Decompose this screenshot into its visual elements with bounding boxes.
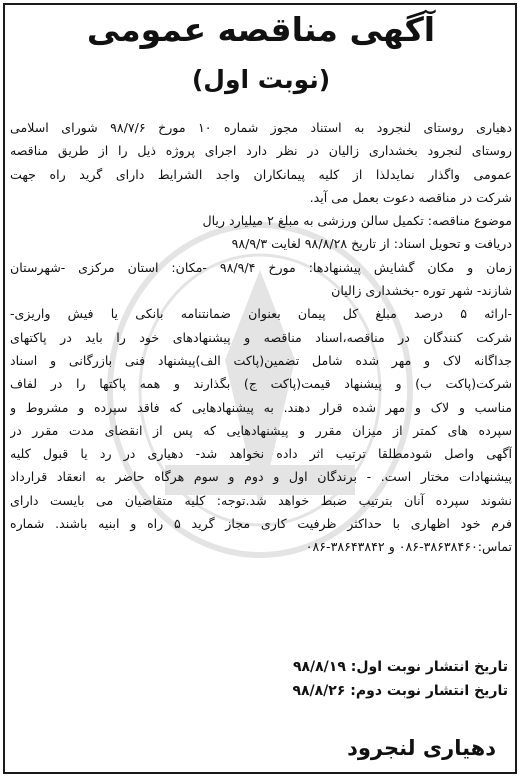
notice-body [10,116,512,559]
body-line: روستای لنجرود بخشداری زالیان در نظر دارد اجرای پروژه ذیل را از طریق مناقصه [10,143,512,159]
opening-time-place: زمان و مکان گشایش پیشنهادها: مورخ ۹۸/۹/۴ -مکان: استان مرکزی -شهرستان [10,259,512,275]
tender-subject: موضوع مناقصه: تکمیل سالن ورزشی به مبلغ ۲ میلیارد ریال [202,213,512,229]
second-publication-date: تاریخ انتشار نوبت دوم: ۹۸/۸/۲۶ [292,683,508,699]
contact-phones: تماس:۳۸۶۳۸۴۶۰-۰۸۶ و ۳۸۶۴۳۸۴۲-۰۸۶ [305,539,512,555]
notice-title: آگهی مناقصه عمومی [86,10,436,49]
issuer-signature: دهیاری لنجرود [347,736,496,760]
publication-dates [10,655,508,703]
body-line: پیشنهادات مختار است. - برندگان اول و دوم و سوم هرگاه حاضر به انعقاد قرارداد [10,469,512,485]
body-line: دهیاری روستای لنجرود به استناد مجوز شماره ۱۰ مورخ ۹۸/۷/۶ شورای اسلامی [10,120,512,135]
body-line: نشوند سپرده آنان بترتیب ضبط خواهد شد.توجه: کلیه متقاضیان می بایست دارای [10,492,512,508]
notice-subtitle: (نوبت اول) [191,65,331,94]
body-line: -ارائه ۵ درصد مبلغ کل پیمان بعنوان ضمانتنامه بانکی یا فیش واریزی- [10,306,512,322]
body-line: فرم خود اظهاری با حداکثر ظرفیت کاری مجاز گرید ۵ راه و ابنیه باشند. شماره [10,516,512,532]
body-line: سپرده های کمتر از میزان مقرر و پیشنهادهایی که پس از انقضای مدت مقرر در [10,422,512,438]
body-line: آگهی واصل شودمطلقا ترتیب اثر داده نخواهد شد- دهیاری در رد یا قبول کلیه [10,446,512,462]
document-dates: دریافت و تحویل اسناد: از تاریخ ۹۸/۸/۲۸ لغایت ۹۸/۹/۳ [231,236,512,252]
body-line: شرکت کنندگان در مناقصه،اسناد مناقصه و پیشنهادهای خود را باید در پاکتهای [10,329,512,345]
body-line: شرکت(پاکت ب) و پیشنهاد قیمت(پاکت ج) بگذارند و همه پاکتها را در لفاف [10,376,512,392]
body-line: شرکت در مناقصه دعوت بعمل می آید. [309,189,512,205]
first-publication-date: تاریخ انتشار نوبت اول: ۹۸/۸/۱۹ [292,659,508,675]
opening-place-cont: شازند- شهر توره -بخشداری زالیان [331,283,512,299]
body-line: مناسب و لاک و مهر شده قرار دهند. به پیشنهادهایی که فاقد سپرده و مشروط و [10,399,512,415]
body-line: جداگانه لاک و مهر شده شامل تضمین(پاکت الف)پیشنهاد فنی بازرگانی و اسناد [10,352,512,368]
body-line: عمومی واگذار نمایدلذا از کلیه پیمانکاران واجد الشرایط دارای گرید راه جهت [10,166,512,182]
